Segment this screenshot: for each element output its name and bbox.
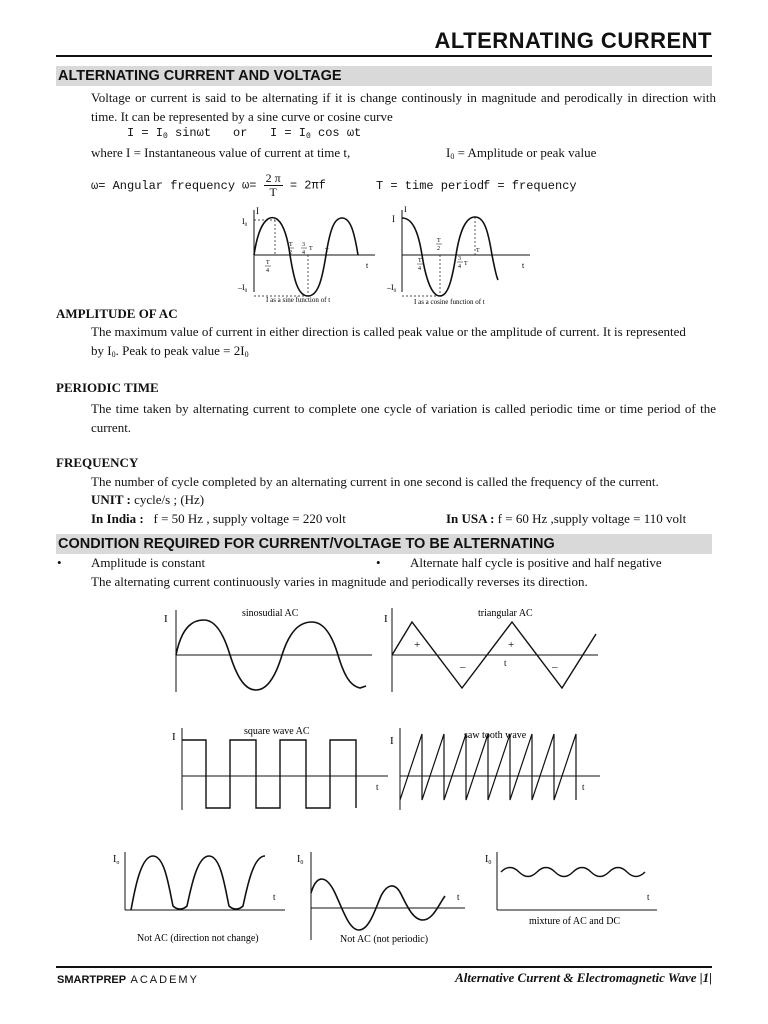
sine-T-label: T <box>325 248 329 254</box>
ac-definition-paragraph: Voltage or current is said to be alternating if it is change continously in magnitude and perodically in direction with time. It can be represented by a sine curve or cosine curve <box>91 90 716 124</box>
sine-t2-den: 2 <box>289 250 292 256</box>
section-heading-ac-voltage: ALTERNATING CURRENT AND VOLTAGE <box>56 66 712 86</box>
not-ac-direction-curve <box>131 856 265 910</box>
sinusoidal-ac-graph <box>164 608 372 692</box>
equation-cosine: $I = I_0$ cos ωt <box>270 126 362 141</box>
academy-logo: SMARTPREP ACADEMY <box>57 974 199 986</box>
omega-formula: ω= $\frac{2 \pi}{T}$ = 2πf <box>242 171 326 199</box>
not-ac-1-caption: Not AC (direction not change) <box>137 933 259 944</box>
amplitude-heading: AMPLITUDE OF AC <box>56 306 178 321</box>
sine-caption: I as a sine function of t <box>266 296 331 304</box>
mixture-y-label: $I_0$ <box>485 854 492 866</box>
sine-t-axis-label: t <box>366 261 369 270</box>
sinusoidal-label: sinosudial AC <box>242 608 299 619</box>
page-title: ALTERNATING CURRENT <box>434 28 712 53</box>
frequency-paragraph: The number of cycle completed by an alternating current in one second is called the frequency of the current. <box>91 474 659 489</box>
cosine-t2-den: 2 <box>437 246 440 252</box>
frequency-heading: FREQUENCY <box>56 455 139 470</box>
sine-i0-label: $I_0$ <box>242 217 248 228</box>
sawtooth-t-label: t <box>582 782 585 792</box>
square-t-label: t <box>376 782 379 792</box>
condition-alternate-half-cycle: Alternate half cycle is positive and half negative <box>410 555 662 570</box>
cosine-i0-label: I <box>404 205 407 214</box>
waveform-graphs <box>150 600 610 810</box>
sine-cosine-graphs <box>230 200 540 310</box>
amplitude-definition: $I_0$ = Amplitude or peak value <box>446 145 597 161</box>
cosine-function-graph <box>386 205 530 306</box>
periodic-time-paragraph: The time taken by alternating current to complete one cycle of variation is called periodic time or time period of the current. <box>91 401 716 435</box>
sine-t34-t: T <box>309 246 313 252</box>
not-ac-graphs <box>105 848 665 953</box>
sawtooth-y-label: I <box>390 735 394 747</box>
triangular-t-label: t <box>504 658 507 668</box>
square-y-label: I <box>172 731 176 743</box>
cosine-t34-t: T <box>464 261 468 267</box>
sine-curve <box>254 218 358 296</box>
triangular-y-label: I <box>384 613 388 625</box>
sine-t2-num: T <box>289 242 293 248</box>
cosine-t34-den: 4 <box>458 264 461 270</box>
bullet-1: • <box>57 555 62 570</box>
sine-t34-num: 3 <box>302 242 305 248</box>
triangular-label: triangular AC <box>478 608 533 619</box>
cosine-t4-num: T <box>418 258 422 264</box>
sine-neg-i0-label: $-I_0$ <box>238 283 248 294</box>
sine-function-graph <box>237 206 375 304</box>
section-heading-conditions: CONDITION REQUIRED FOR CURRENT/VOLTAGE TO BE ALTERNATING <box>56 534 712 554</box>
cosine-t4-den: 4 <box>418 266 421 272</box>
not-ac-1-t-label: t <box>273 892 276 902</box>
triangular-minus-1: – <box>460 661 466 673</box>
condition-amplitude-constant: Amplitude is constant <box>91 555 206 570</box>
equation-sine: $I = I_0$ sinωt <box>127 126 212 141</box>
not-ac-2-y-label: $I_0$ <box>297 854 304 866</box>
amplitude-paragraph-line1: The maximum value of current in either direction is called peak value or the amplitude of current. It is represented <box>91 324 686 339</box>
sawtooth-label: saw tooth wave <box>464 730 527 741</box>
cosine-curve <box>402 217 498 296</box>
triangular-ac-graph <box>384 608 598 692</box>
amplitude-paragraph-line2: by $I_0$. Peak to peak value = $2I_0$ <box>91 343 249 359</box>
equation-or: or <box>233 126 248 140</box>
cosine-t34-num: 3 <box>458 256 461 262</box>
sine-t4-den: 4 <box>266 268 269 274</box>
footer-chapter-page: Alternative Current & Electromagnetic Wave |1| <box>455 970 712 985</box>
instantaneous-definition: where I = Instantaneous value of current at time t, <box>91 145 351 160</box>
omega-definition: ω= Angular frequency <box>91 179 236 193</box>
cosine-neg-i0-label: $-I_0$ <box>387 283 397 294</box>
square-label: square wave AC <box>244 726 310 737</box>
sine-t34-den: 4 <box>302 250 305 256</box>
sinusoidal-y-label: I <box>164 613 168 625</box>
cosine-y-label: I <box>392 214 395 224</box>
mixture-ac-dc-graph <box>485 852 657 927</box>
sawtooth-curve <box>400 734 576 800</box>
square-wave-curve <box>182 740 356 808</box>
cosine-t-axis-label: t <box>522 261 525 270</box>
periodic-time-heading: PERIODIC TIME <box>56 380 159 395</box>
frequency-usa: In USA : f = 60 Hz ,supply voltage = 110 volt <box>446 511 687 526</box>
not-ac-2-t-label: t <box>457 892 460 902</box>
not-ac-periodic-graph <box>297 852 465 945</box>
square-wave-graph <box>172 726 388 810</box>
not-ac-2-caption: Not AC (not periodic) <box>340 934 429 945</box>
not-ac-periodic-curve <box>311 879 445 930</box>
frequency-unit: UNIT : cycle/s ; (Hz) <box>91 492 205 507</box>
sine-y-label: I <box>256 206 259 216</box>
mixture-t-label: t <box>647 892 650 902</box>
frequency-india: In India : f = 50 Hz , supply voltage = 220 volt <box>91 511 346 526</box>
footer-divider <box>56 966 712 968</box>
mixture-curve <box>501 868 645 877</box>
bullet-2: • <box>376 555 381 570</box>
triangular-plus-1: + <box>414 639 421 651</box>
cosine-T-label: T <box>476 248 480 254</box>
period-definition: T = time period <box>376 179 485 193</box>
conditions-paragraph: The alternating current continuously varies in magnitude and periodically reverses its direction. <box>91 574 588 589</box>
not-ac-1-y-label: $I_o$ <box>113 854 120 866</box>
triangular-minus-2: – <box>552 661 558 673</box>
frequency-definition: f = frequency <box>483 179 577 193</box>
sine-t4-num: T <box>266 260 270 266</box>
sawtooth-wave-graph <box>390 728 600 810</box>
cosine-caption: I as a cosine function of t <box>414 298 485 306</box>
not-ac-direction-graph <box>113 852 285 944</box>
triangular-plus-2: + <box>508 639 515 651</box>
mixture-caption: mixture of AC and DC <box>529 916 621 927</box>
title-divider <box>56 55 712 57</box>
cosine-t2-num: T <box>437 238 441 244</box>
